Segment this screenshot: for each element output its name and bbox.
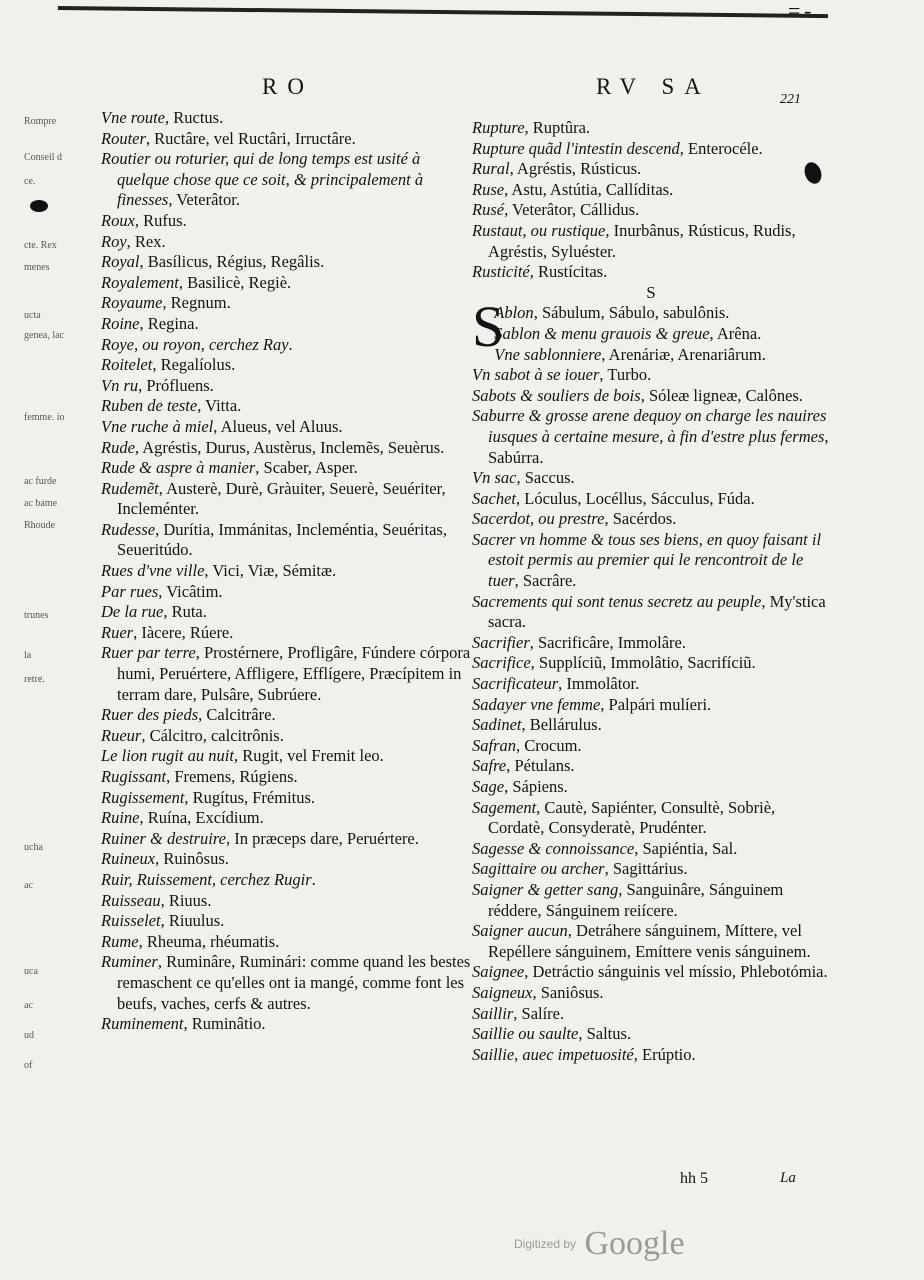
- entry-translation: , Saltus.: [578, 1024, 632, 1044]
- entry-translation: , Ruminâtio.: [183, 1014, 266, 1034]
- entry-translation: , Cautè, Sapiénter, Consultè, Sobriè, Cordatè, Consyderatè, Prudénter.: [488, 797, 776, 838]
- entry-translation: , Palpári mulíeri.: [600, 694, 712, 714]
- entry-translation: , Sacérdos.: [604, 509, 677, 529]
- entry-translation: , Rugit, vel Fremit leo.: [233, 746, 384, 766]
- margin-note: ac: [24, 880, 33, 891]
- entry-headword: Rues d'vne ville: [101, 561, 205, 581]
- entry-headword: Roux: [101, 210, 135, 230]
- dictionary-entry: [101, 211, 471, 232]
- dictionary-entry: [101, 746, 471, 767]
- dictionary-entry: [101, 726, 471, 747]
- entry-headword: Sacrer vn homme & tous ses biens, en quoy faisant il estoit permis au premier qui le rencontroit de le tuer: [472, 529, 822, 591]
- entry-translation: , Detráctio sánguinis vel míssio, Phlebotómia.: [524, 962, 828, 982]
- entry-translation: , Sacrificâre, Immolâre.: [529, 632, 686, 652]
- page-number: 221: [780, 92, 801, 107]
- entry-headword: Rudesse: [101, 519, 156, 539]
- entry-headword: Sagittaire ou archer: [472, 859, 605, 879]
- margin-note: genea, lac: [24, 330, 64, 341]
- entry-translation: , Sagittárius.: [604, 859, 688, 879]
- margin-note: ud: [24, 1030, 34, 1041]
- dictionary-entry: [101, 273, 471, 294]
- entry-translation: , Scaber, Asper.: [255, 458, 358, 478]
- entry-translation: , Bellárulus.: [521, 715, 602, 735]
- margin-note: Conseil d: [24, 152, 63, 163]
- entry-headword: De la rue: [101, 602, 164, 622]
- entry-headword: Vne route: [101, 108, 165, 127]
- dictionary-entry: [101, 129, 471, 150]
- entry-translation: , Turbo.: [599, 365, 652, 385]
- entry-translation: , Prófluens.: [138, 375, 214, 395]
- entry-headword: Rupture: [472, 118, 525, 137]
- entry-headword: Ruiner & destruire: [101, 828, 226, 848]
- dictionary-entry: [472, 159, 830, 180]
- entry-headword: Roitelet: [101, 355, 153, 375]
- entry-translation: , Rustícitas.: [529, 262, 608, 282]
- entry-translation: , Regnum.: [162, 293, 231, 313]
- entry-headword: Rude & aspre à manier: [101, 458, 256, 478]
- dictionary-entry: [472, 180, 830, 201]
- entry-translation: , Vici, Viæ, Sémitæ.: [204, 561, 337, 581]
- entry-translation: , Lóculus, Locéllus, Sácculus, Fúda.: [515, 488, 755, 508]
- entry-headword: Saillir: [472, 1003, 514, 1023]
- entry-headword: Rugissement: [101, 787, 185, 807]
- dictionary-entry: [472, 695, 830, 716]
- entry-headword: Saillie, auec impetuosité: [472, 1044, 634, 1064]
- entry-translation: , Rheuma, rhéumatis.: [138, 931, 280, 951]
- right-column: [472, 118, 830, 1065]
- entry-translation: , In præceps dare, Peruértere.: [225, 828, 419, 848]
- entry-headword: Ablon: [494, 303, 534, 323]
- dictionary-entry: [101, 1014, 471, 1035]
- entry-translation: , Salíre.: [513, 1003, 565, 1023]
- margin-note: ucta: [24, 310, 41, 321]
- dictionary-entry: [101, 788, 471, 809]
- entry-headword: Ruineux: [101, 849, 156, 869]
- dictionary-entry: [472, 1024, 830, 1045]
- dictionary-entry: [101, 582, 471, 603]
- dictionary-entry: [472, 777, 830, 798]
- margin-note: Rhoude: [24, 520, 56, 531]
- dictionary-entry: [101, 149, 471, 211]
- entry-headword: Sadinet: [472, 715, 522, 735]
- dictionary-entry: [101, 911, 471, 932]
- entry-translation: , Sápiens.: [504, 777, 568, 796]
- margin-note: menes: [24, 262, 50, 273]
- entry-translation: , Rugítus, Frémitus.: [184, 787, 316, 807]
- entry-headword: Roine: [101, 313, 140, 333]
- dictionary-entry: [101, 417, 471, 438]
- top-mark-2: -: [804, 0, 812, 23]
- entry-translation: , My'stica sacra.: [488, 591, 826, 632]
- entry-translation: , Vicâtim.: [158, 581, 223, 601]
- entry-headword: Ruer par terre: [101, 643, 196, 663]
- entry-headword: Router: [101, 128, 146, 148]
- dictionary-entry: [101, 479, 471, 520]
- entry-headword: Sacrifice: [472, 653, 531, 673]
- entry-headword: Saigner aucun: [472, 921, 568, 941]
- entry-translation: , Ruptûra.: [524, 118, 591, 137]
- dictionary-entry: [101, 849, 471, 870]
- entry-headword: Ruminer: [101, 952, 158, 972]
- entry-translation: , Regina.: [139, 313, 199, 333]
- entry-translation: , Ructâre, vel Ructâri, Irructâre.: [145, 128, 356, 148]
- dictionary-entry: [472, 633, 830, 654]
- entry-headword: Ruminement: [101, 1014, 184, 1034]
- dictionary-entry: [472, 592, 830, 633]
- dictionary-entry: [472, 530, 830, 592]
- dictionary-entry: [472, 365, 830, 386]
- dictionary-entry: [101, 108, 471, 129]
- entry-translation: , Cálcitro, calcitrônis.: [141, 725, 284, 745]
- dictionary-entry: [101, 767, 471, 788]
- entry-translation: .: [311, 869, 316, 889]
- entry-translation: , Sábulum, Sábulo, sabulônis.: [533, 303, 730, 323]
- dictionary-entry: [101, 643, 471, 705]
- dictionary-entry: [472, 345, 830, 366]
- entry-headword: Sacrements qui sont tenus secretz au peuple: [472, 591, 762, 611]
- digitized-label: Digitized by: [514, 1237, 577, 1251]
- left-margin-notes: [2, 100, 72, 1280]
- entry-headword: Rural: [472, 159, 510, 179]
- entry-headword: Vn sabot à se iouer: [472, 365, 600, 385]
- entry-headword: Royal: [101, 252, 140, 272]
- entry-headword: Le lion rugit au nuit: [101, 746, 234, 766]
- top-mark-1: =: [788, 0, 801, 23]
- margin-note: trunes: [24, 610, 49, 621]
- entry-headword: Roye, ou royon, cerchez Ray: [101, 334, 289, 354]
- margin-note: ac: [24, 1000, 33, 1011]
- entry-translation: , Agréstis, Durus, Austèrus, Inclemẽs, Seuèrus.: [134, 437, 445, 457]
- entry-headword: Sachet: [472, 488, 516, 508]
- entry-headword: Sacrifier: [472, 632, 530, 652]
- entry-translation: , Sabúrra.: [488, 426, 829, 467]
- entry-translation: , Fremens, Rúgiens.: [166, 767, 298, 786]
- entry-translation: , Sanguinâre, Sánguinem réddere, Sánguinem reiícere.: [488, 879, 784, 920]
- dictionary-entry: [101, 458, 471, 479]
- entry-headword: Safran: [472, 735, 517, 755]
- entry-translation: , Pétulans.: [506, 756, 575, 776]
- margin-note: cte. Rex: [24, 240, 57, 251]
- entry-headword: Ruine: [101, 808, 140, 828]
- dictionary-entry: [101, 623, 471, 644]
- entry-translation: , Immolâtor.: [558, 674, 640, 694]
- running-head-right: RV SA: [596, 74, 711, 99]
- entry-translation: , Sacrâre.: [514, 571, 577, 591]
- left-column: [101, 108, 471, 1035]
- entry-headword: Sacerdot, ou prestre: [472, 509, 605, 529]
- dictionary-entry: [472, 221, 830, 262]
- dictionary-entry: [472, 756, 830, 777]
- margin-note: femme. io: [24, 412, 65, 423]
- entry-headword: Ruben de teste: [101, 396, 198, 416]
- dictionary-entry: [101, 232, 471, 253]
- dictionary-entry: [472, 200, 830, 221]
- margin-note: la: [24, 650, 32, 661]
- dictionary-entry: [472, 118, 830, 139]
- entry-translation: , Ruminâre, Ruminári: comme quand les bestes remaschent ce qu'elles ont ia mangé, comme font les beufs, vaches, cerfs & autres.: [117, 952, 471, 1013]
- catchword: La: [780, 1170, 796, 1186]
- margin-note: ac furde: [24, 476, 57, 487]
- entry-headword: Vn sac: [472, 468, 517, 488]
- dictionary-entry: [101, 355, 471, 376]
- entry-headword: Ruse: [472, 179, 505, 199]
- entry-translation: , Agréstis, Rústicus.: [509, 159, 642, 179]
- entry-headword: Saigner & getter sang: [472, 879, 619, 899]
- entry-headword: Sagement: [472, 797, 537, 817]
- signature-mark: hh 5: [680, 1170, 708, 1187]
- section-letter: S: [646, 282, 656, 302]
- entry-headword: Safre: [472, 756, 507, 776]
- margin-note: ucha: [24, 842, 43, 853]
- entry-translation: , Inurbânus, Rústicus, Rudis, Agréstis, Syluéster.: [488, 220, 796, 261]
- entry-translation: , Ructus.: [165, 108, 224, 127]
- entry-translation: , Rufus.: [134, 210, 187, 230]
- dictionary-entry: [101, 891, 471, 912]
- entry-translation: .: [288, 334, 293, 354]
- dictionary-entry: [472, 921, 830, 962]
- dictionary-entry: [472, 489, 830, 510]
- dictionary-entry: [472, 406, 830, 468]
- dictionary-entry: [472, 839, 830, 860]
- entry-headword: Rugissant: [101, 767, 167, 786]
- dictionary-entry: [472, 674, 830, 695]
- dictionary-entry: [101, 376, 471, 397]
- entry-translation: , Basilicè, Regiè.: [178, 272, 292, 292]
- dictionary-entry: [472, 653, 830, 674]
- entry-headword: Rume: [101, 931, 139, 951]
- entry-translation: , Rex.: [126, 231, 166, 251]
- dictionary-entry: [101, 293, 471, 314]
- entry-headword: Ruir, Ruissement, cerchez Rugir: [101, 869, 312, 889]
- entry-headword: Rude: [101, 437, 135, 457]
- entry-translation: , Erúptio.: [633, 1044, 696, 1064]
- entry-translation: , Regalíolus.: [152, 355, 236, 375]
- dictionary-entry: [472, 386, 830, 407]
- dictionary-entry: [101, 520, 471, 561]
- entry-translation: , Sapiéntia, Sal.: [634, 838, 738, 858]
- entry-translation: , Durítia, Immánitas, Incleméntia, Seuéritas, Seueritúdo.: [117, 519, 447, 560]
- entry-translation: , Austerè, Durè, Gràuiter, Seuerè, Seuériter, Incleménter.: [117, 478, 446, 519]
- entry-translation: , Veterâtor, Cállidus.: [504, 200, 640, 220]
- entry-translation: , Detráhere sánguinem, Míttere, vel Repéllere sánguinem, Emíttere venis sánguinem.: [488, 921, 811, 961]
- entry-headword: Ruer des pieds: [101, 705, 199, 725]
- entry-translation: , Veterâtor.: [168, 190, 240, 210]
- entry-headword: Sagesse & connoissance: [472, 838, 635, 858]
- dictionary-entry: [101, 252, 471, 273]
- dictionary-entry: [101, 932, 471, 953]
- entry-headword: Sabots & souliers de bois: [472, 385, 641, 405]
- dictionary-entry: [472, 468, 830, 489]
- dictionary-entry: [101, 829, 471, 850]
- dictionary-entry: [472, 303, 830, 324]
- entry-translation: , Sóleæ ligneæ, Calônes.: [640, 385, 803, 405]
- dictionary-entry: [101, 602, 471, 623]
- dictionary-entry: [472, 1045, 830, 1066]
- entry-translation: , Vitta.: [197, 396, 242, 416]
- entry-translation: , Ruína, Excídium.: [139, 808, 264, 828]
- margin-note: ce.: [24, 176, 36, 187]
- entry-headword: Rusticité: [472, 262, 530, 282]
- dictionary-entry: [472, 715, 830, 736]
- entry-translation: , Basílicus, Régius, Regâlis.: [139, 252, 325, 272]
- dictionary-entry: [101, 952, 471, 1014]
- entry-headword: Par rues: [101, 581, 159, 601]
- entry-translation: , Supplíciũ, Immolâtio, Sacrifíciũ.: [530, 653, 756, 673]
- entry-headword: Royalement: [101, 272, 179, 292]
- dictionary-entry: [101, 808, 471, 829]
- entry-translation: , Arêna.: [709, 323, 762, 343]
- entry-translation: , Riuulus.: [160, 911, 225, 931]
- entry-translation: , Saniôsus.: [532, 982, 604, 1002]
- entry-headword: Vne sablonniere: [494, 344, 602, 364]
- margin-note: uca: [24, 966, 38, 977]
- dictionary-entry: [472, 139, 830, 160]
- dictionary-entry: [101, 335, 471, 356]
- entry-translation: , Riuus.: [160, 890, 212, 910]
- entry-translation: , Arenáriæ, Arenariârum.: [601, 344, 766, 364]
- drop-cap: S: [472, 294, 505, 360]
- dictionary-entry: [472, 983, 830, 1004]
- dictionary-entry: [472, 324, 830, 345]
- dictionary-entry: [472, 798, 830, 839]
- entry-headword: Sage: [472, 777, 505, 796]
- entry-headword: Vn ru: [101, 375, 139, 395]
- entry-headword: Roy: [101, 231, 127, 251]
- entry-headword: Saigneux: [472, 982, 533, 1002]
- running-head-left: RO: [262, 74, 314, 99]
- entry-headword: Royaume: [101, 293, 163, 313]
- dictionary-entry: [101, 870, 471, 891]
- digitized-by-watermark: [514, 1225, 685, 1263]
- dictionary-entry: [472, 880, 830, 921]
- dictionary-entry: [101, 314, 471, 335]
- dictionary-entry: [472, 859, 830, 880]
- ink-blot: [30, 200, 48, 212]
- entry-headword: Sacrificateur: [472, 674, 559, 694]
- entry-headword: Saburre & grosse arene dequoy on charge les nauires iusques à certaine mesure, à fin d'estre plus fermes: [472, 406, 827, 446]
- dictionary-entry: [472, 262, 830, 283]
- dictionary-entry: [101, 438, 471, 459]
- entry-headword: Sadayer vne femme: [472, 694, 601, 714]
- entry-translation: , Iàcere, Rúere.: [133, 622, 234, 642]
- dictionary-entry: [472, 962, 830, 983]
- entry-translation: , Ruta.: [163, 602, 207, 622]
- dictionary-entry: [101, 705, 471, 726]
- entry-headword: Sablon & menu grauois & greue: [494, 323, 710, 343]
- dictionary-entry: [472, 1004, 830, 1025]
- entry-headword: Rusé: [472, 200, 505, 220]
- dictionary-entry: [472, 509, 830, 530]
- entry-headword: Vne ruche à miel: [101, 416, 214, 436]
- margin-note: of: [24, 1060, 33, 1071]
- entry-headword: Rueur: [101, 725, 142, 745]
- entry-translation: , Calcitrâre.: [198, 705, 276, 725]
- entry-translation: , Astu, Astútia, Callíditas.: [504, 179, 674, 199]
- entry-headword: Ruisselet: [101, 911, 161, 931]
- dictionary-entry: [101, 561, 471, 582]
- google-logo: Google: [584, 1225, 685, 1262]
- dictionary-entry: [101, 396, 471, 417]
- entry-headword: Rudemẽt: [101, 478, 159, 498]
- entry-headword: Rupture quãd l'intestin descend: [472, 138, 680, 158]
- entry-translation: , Ruinôsus.: [155, 849, 229, 869]
- entry-headword: Ruer: [101, 622, 134, 642]
- entry-translation: , Enterocéle.: [679, 138, 763, 158]
- entry-headword: Saillie ou saulte: [472, 1024, 579, 1044]
- margin-note: retre.: [24, 674, 45, 685]
- entry-headword: Ruisseau: [101, 890, 161, 910]
- margin-note: Rompre: [24, 116, 57, 127]
- entry-translation: , Alueus, vel Aluus.: [213, 416, 343, 436]
- entry-translation: , Saccus.: [516, 468, 575, 488]
- entry-translation: , Crocum.: [516, 735, 582, 755]
- top-edge-rule: [58, 6, 828, 18]
- dictionary-entry: [472, 736, 830, 757]
- margin-note: ac bame: [24, 498, 58, 509]
- entry-headword: Rustaut, ou rustique: [472, 220, 606, 240]
- entry-translation: , Prostérnere, Profligâre, Fúndere córpora humi, Peruértere, Affligere, Efflígere, Præcípitem in terram dare, Pulsâre, Subrúere.: [117, 643, 471, 704]
- entry-headword: Routier ou roturier, qui de long temps est usité à quelque chose que ce soit, & principalement à finesses: [101, 149, 424, 210]
- entry-headword: Saignee: [472, 962, 525, 982]
